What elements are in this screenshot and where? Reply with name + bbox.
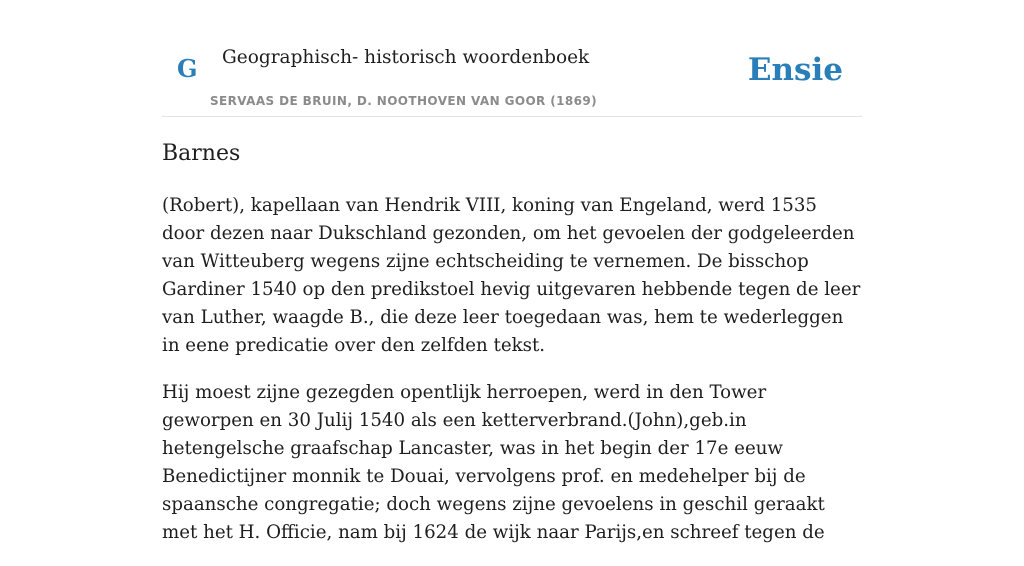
entry-title: Barnes <box>162 141 241 166</box>
book-header <box>162 0 862 117</box>
book-icon[interactable]: G <box>177 54 198 83</box>
entry-paragraph: (Robert), kapellaan van Hendrik VIII, koning van Engeland, werd 1535 door dezen naar Dukschland gezonden, om het gevoelen der godgeleerden van Witteuberg wegens zijne echtscheiding te vernemen. De bisschop Gardiner 1540 op den predikstoel hevig uitgevaren hebbende tegen de leer van Luther, waagde B., die deze leer toegedaan was, hem te wederleggen in eene predicatie over den zelfden tekst. <box>162 195 861 356</box>
book-title-link[interactable]: Geographisch- historisch woordenboek <box>222 47 590 68</box>
entry-paragraph: Hij moest zijne gezegden opentlijk herroepen, werd in den Tower geworpen en 30 Julij 1540 als een ketterverbrand.(John),geb.in hetengelsche graafschap Lancaster, was in het begin der 17e eeuw Benedictijner monnik te Douai, vervolgens prof. en medehelper bij de spaansche congregatie; doch wegens zijne gevoelens in geschil geraakt met het H. Officie, nam bij 1624 de wijk naar Parijs,en schreef tegen de <box>162 382 825 543</box>
entry-body <box>162 192 862 566</box>
book-authors: SERVAAS DE BRUIN, D. NOOTHOVEN VAN GOOR (1869) <box>210 94 598 108</box>
ensie-logo[interactable]: Ensie <box>747 52 843 88</box>
